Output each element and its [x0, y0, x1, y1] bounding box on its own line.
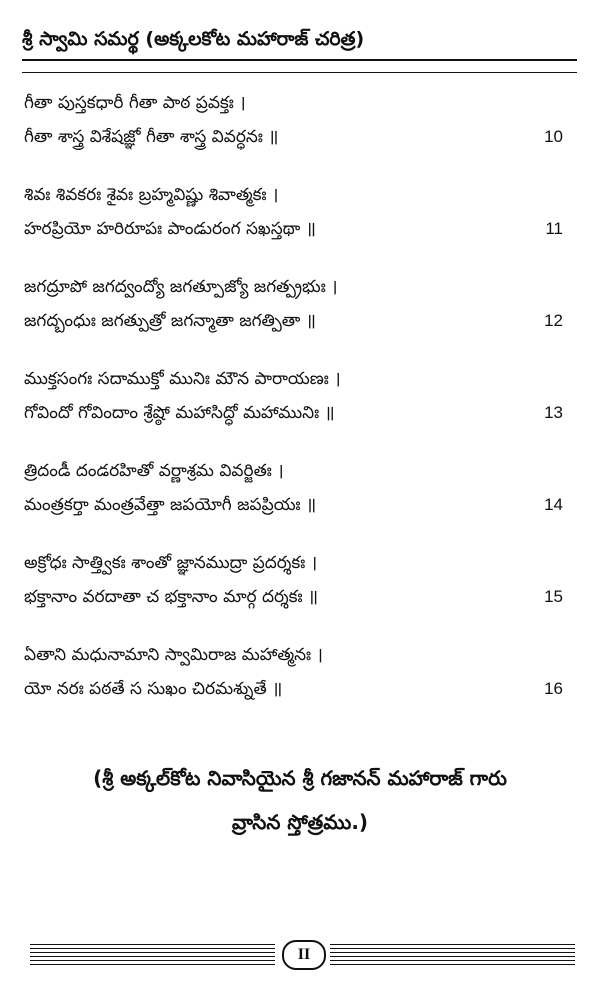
verse-line: [24, 304, 569, 338]
verse-line: [24, 672, 569, 706]
verse-list: [24, 86, 569, 730]
colophon-line: (శ్రీ అక్కల్‌కోట నివాసియైన శ్రీ గజానన్ మహారాజ్ గారు: [93, 766, 507, 790]
verse-number: 13: [544, 403, 563, 422]
verse-text: గోవిందో గోవిందాం శ్రేష్ఠో మహాసిద్ధో మహామునిః ॥: [24, 403, 335, 423]
verse-line: గీతా పుస్తకధారీ గీతా పాఠ ప్రవక్తః ।: [24, 93, 246, 113]
verse-number: 14: [544, 495, 563, 514]
verse-line: ఏతాని మధునామాని స్వామిరాజ మహాత్మనః ।: [24, 645, 323, 665]
verse-line: [24, 396, 569, 430]
verse-line: త్రిదండీ దండరహితో వర్ణాశ్రమ వివర్జితః ।: [24, 461, 284, 481]
header-title: శ్రీ స్వామి సమర్థ (అక్కలకోట మహారాజ్ చరిత్ర): [22, 28, 365, 50]
verse-text: మంత్రకర్తా మంత్రవేత్తా జపయోగీ జపప్రియః ॥: [24, 495, 317, 515]
verse: [24, 454, 569, 522]
verse-number: 16: [544, 679, 563, 698]
verse-text: జగద్బంధుః జగత్పుత్రో జగన్మాతా జగత్పితా ॥: [24, 311, 316, 331]
page-footer: [30, 940, 575, 970]
verse-line: అక్రోధః సాత్త్వికః శాంతో జ్ఞానముద్రా ప్రదర్శకః ।: [24, 553, 318, 573]
page-number: II: [282, 940, 326, 970]
verse-line: జగద్రూపో జగద్వంద్యో జగత్పూజ్యో జగత్ప్రభుః ।: [24, 277, 338, 297]
header-divider: [22, 72, 577, 73]
verse-line: శివః శివకరః శైవః బ్రహ్మవిష్ణు శివాత్మకః ।: [24, 185, 279, 205]
colophon: [20, 756, 580, 844]
colophon-line: వ్రాసిన స్తోత్రము.): [231, 810, 369, 834]
running-header: [22, 28, 577, 61]
verse: [24, 270, 569, 338]
verse: [24, 178, 569, 246]
verse: [24, 546, 569, 614]
verse-text: యో నరః పఠతే స సుఖం చిరమశ్నుతే ॥: [24, 679, 283, 699]
verse-line: [24, 120, 569, 154]
footer-rules-left: [30, 944, 275, 966]
verse: [24, 638, 569, 706]
verse-number: 15: [544, 587, 563, 606]
verse-line: [24, 212, 569, 246]
verse-number: 10: [544, 127, 563, 146]
footer-rules-right: [330, 944, 575, 966]
verse: [24, 362, 569, 430]
verse: [24, 86, 569, 154]
verse-number: 11: [545, 219, 563, 238]
verse-line: ముక్తసంగః సదాముక్తో మునిః మౌన పారాయణః ।: [24, 369, 341, 389]
verse-number: 12: [544, 311, 563, 330]
verse-line: [24, 580, 569, 614]
verse-text: గీతా శాస్త్ర విశేషజ్ఞో గీతా శాస్త్ర వివర్ధనః ॥: [24, 127, 279, 147]
verse-line: [24, 488, 569, 522]
verse-text: భక్తానాం వరదాతా చ భక్తానాం మార్గ దర్శకః ॥: [24, 587, 319, 607]
verse-text: హరప్రియో హరిరూపః పాండురంగ సఖస్తథా ॥: [24, 219, 316, 239]
